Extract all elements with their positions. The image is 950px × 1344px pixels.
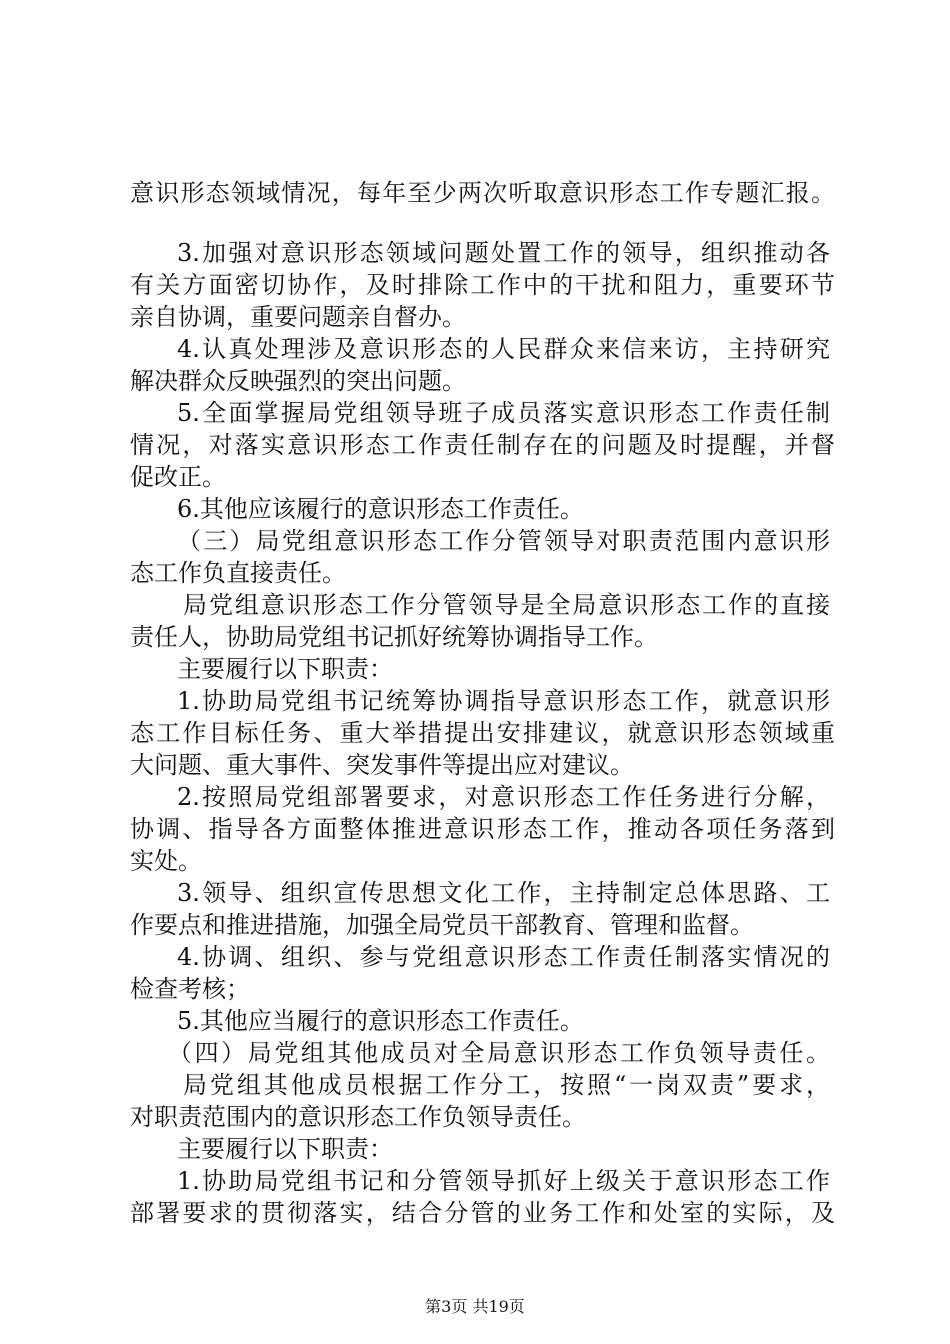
text-line: （三）局党组意识形态工作分管领导对职责范围内意识形 [177, 527, 830, 555]
text-line: 态工作目标任务、重大举措提出安排建议，就意识形态领域重 [130, 719, 835, 747]
text-line: 大问题、重大事件、突发事件等提出应对建议。 [130, 751, 634, 779]
text-line: 实处。 [130, 847, 202, 875]
text-line: 解决群众反映强烈的突出问题。 [130, 367, 466, 395]
text-line: 检查考核； [130, 975, 250, 1003]
text-line: 局党组意识形态工作分管领导是全局意识形态工作的直接 [183, 591, 830, 619]
text-line: 作要点和推进措施，加强全局党员干部教育、管理和监督。 [130, 911, 754, 939]
text-line: 2.按照局党组部署要求，对意识形态工作任务进行分解， [177, 783, 830, 811]
text-line: 3.领导、组织宣传思想文化工作，主持制定总体思路、工 [177, 879, 830, 907]
text-line: 5.全面掌握局党组领导班子成员落实意识形态工作责任制 [177, 399, 830, 427]
text-line: 情况，对落实意识形态工作责任制存在的问题及时提醒，并督 [130, 431, 835, 459]
text-line: 促改正。 [130, 463, 226, 491]
text-line: 意识形态领域情况，每年至少两次听取意识形态工作专题汇报。 [130, 179, 835, 207]
text-line: 有关方面密切协作，及时排除工作中的干扰和阻力，重要环节 [130, 271, 835, 299]
text-line: 1.协助局党组书记和分管领导抓好上级关于意识形态工作 [177, 1167, 830, 1195]
text-line: 5.其他应当履行的意识形态工作责任。 [177, 1007, 584, 1035]
text-line: 3.加强对意识形态领域问题处置工作的领导，组织推动各 [177, 239, 830, 267]
text-line: 主要履行以下职责： [177, 1135, 393, 1163]
text-line: 协调、指导各方面整体推进意识形态工作，推动各项任务落到 [130, 815, 835, 843]
text-line: 1.协助局党组书记统筹协调指导意识形态工作，就意识形 [177, 687, 830, 715]
text-line: 对职责范围内的意识形态工作负领导责任。 [130, 1103, 586, 1131]
text-line: 亲自协调，重要问题亲自督办。 [130, 303, 466, 331]
text-line: 6.其他应该履行的意识形态工作责任。 [177, 495, 584, 523]
text-line: 部署要求的贯彻落实，结合分管的业务工作和处室的实际，及 [130, 1199, 835, 1227]
text-line: （四）局党组其他成员对全局意识形态工作负领导责任。 [168, 1039, 830, 1067]
page-number-footer: 第3页 共19页 [425, 1297, 525, 1316]
text-line: 主要履行以下职责： [177, 655, 393, 683]
text-line: 4.认真处理涉及意识形态的人民群众来信来访，主持研究 [177, 335, 830, 363]
text-line: 责任人，协助局党组书记抓好统筹协调指导工作。 [130, 623, 658, 651]
text-line: 局党组其他成员根据工作分工，按照“一岗双责”要求， [183, 1071, 830, 1099]
text-line: 4.协调、组织、参与党组意识形态工作责任制落实情况的 [177, 943, 830, 971]
text-line: 态工作负直接责任。 [130, 559, 346, 587]
